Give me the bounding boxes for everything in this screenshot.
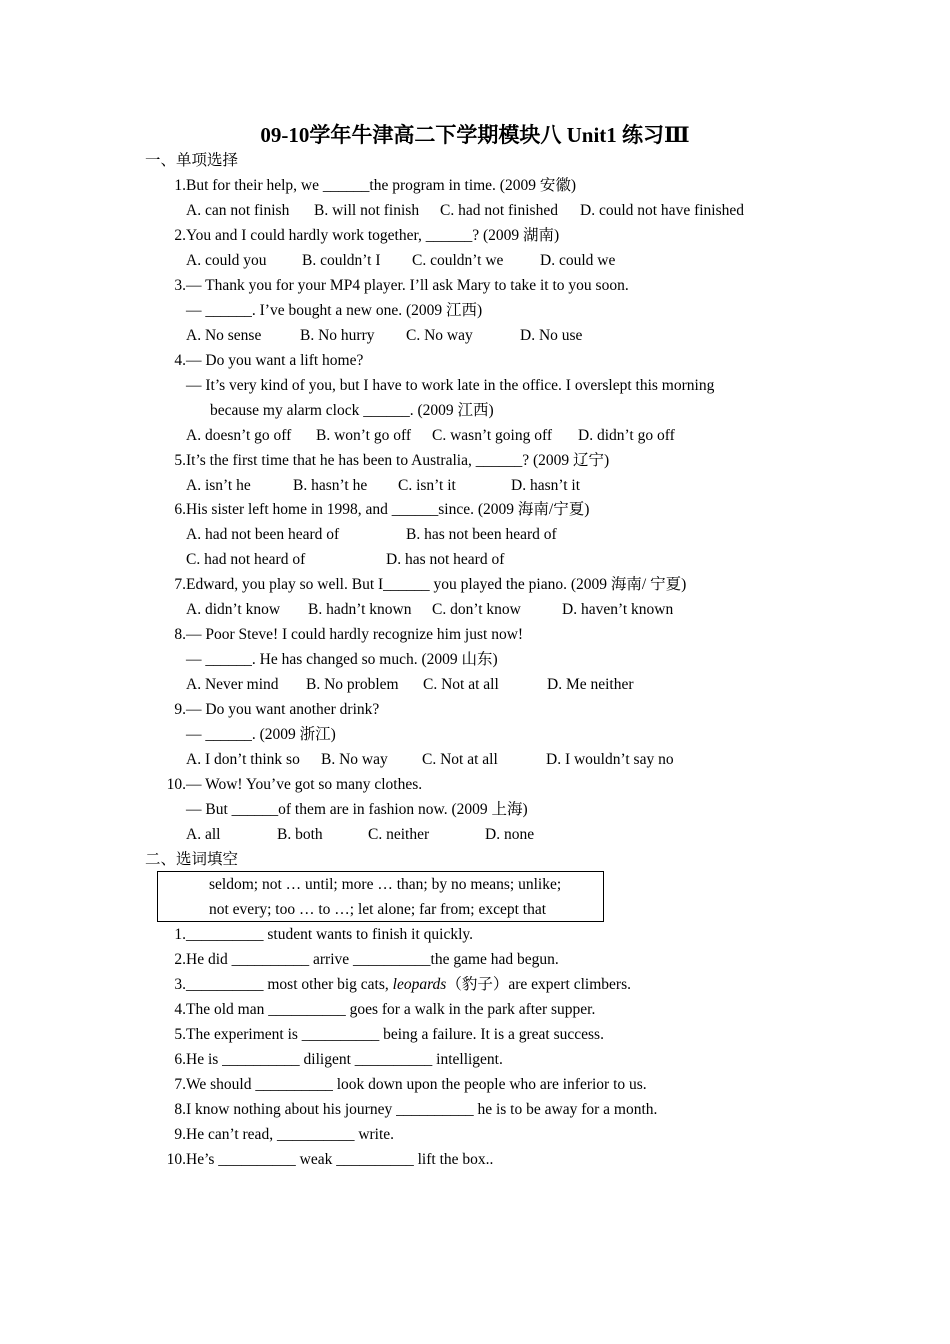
item-number: 6. [174, 1051, 186, 1068]
question-3 [160, 273, 629, 298]
option-b: B. won’t go off [316, 427, 412, 444]
option-d: D. has not heard of [386, 551, 505, 568]
question-line: because my alarm clock ______. (2009 江西) [210, 402, 494, 419]
fill-item-9 [160, 1122, 394, 1147]
option-a: A. isn’t he [186, 477, 251, 494]
option-c: C. isn’t it [398, 477, 456, 494]
question-text: His sister left home in 1998, and ______since. (2009 海南/宁夏) [186, 501, 590, 518]
item-text: __________ student wants to finish it quickly. [186, 926, 474, 943]
fill-item-5 [160, 1022, 604, 1047]
question-text: — Thank you for your MP4 player. I’ll ask Mary to take it to you soon. [186, 277, 629, 294]
question-number: 9. [174, 701, 186, 718]
item-number: 3. [174, 976, 186, 993]
fill-item-7 [160, 1072, 647, 1097]
item-number: 10. [166, 1151, 186, 1168]
item-text: He is __________ diligent __________ intelligent. [186, 1051, 503, 1068]
option-a: A. could you [186, 252, 267, 269]
option-d: D. could not have finished [580, 202, 745, 219]
item-number: 1. [174, 926, 186, 943]
option-b: B. both [277, 826, 323, 843]
option-d: D. haven’t known [562, 601, 674, 618]
question-text: — Poor Steve! I could hardly recognize him just now! [186, 626, 524, 643]
option-a: A. all [186, 826, 221, 843]
section-heading-multiple-choice: 一、单项选择 [145, 152, 239, 169]
option-b: B. No hurry [300, 327, 375, 344]
question-line: — It’s very kind of you, but I have to work late in the office. I overslept this morning [186, 377, 715, 394]
item-text: The old man __________ goes for a walk in the park after supper. [186, 1001, 596, 1018]
word-bank-line: seldom; not … until; more … than; by no means; unlike; [209, 876, 562, 893]
question-text: It’s the first time that he has been to Australia, ______? (2009 辽宁) [186, 452, 610, 469]
item-number: 5. [174, 1026, 186, 1043]
question-number: 3. [174, 277, 186, 294]
option-b: B. hadn’t known [308, 601, 412, 618]
question-5 [160, 448, 609, 473]
item-text: I know nothing about his journey __________ he is to be away for a month. [186, 1101, 658, 1118]
item-number: 2. [174, 951, 186, 968]
option-b: B. No problem [306, 676, 399, 693]
question-number: 4. [174, 352, 186, 369]
question-line: — ______. He has changed so much. (2009 山东) [186, 651, 498, 668]
page-title: 09-10学年牛津高二下学期模块八 Unit1 练习Ⅲ [260, 123, 690, 147]
section-heading-word-fill: 二、选词填空 [145, 851, 239, 868]
item-text: He can’t read, __________ write. [186, 1126, 395, 1143]
option-a: A. didn’t know [186, 601, 281, 618]
question-text: You and I could hardly work together, ______? (2009 湖南) [186, 227, 560, 244]
item-text-post: （豹子）are expert climbers. [446, 976, 631, 993]
option-a: A. doesn’t go off [186, 427, 292, 444]
item-number: 7. [174, 1076, 186, 1093]
question-number: 7. [174, 576, 186, 593]
option-d: D. hasn’t it [511, 477, 581, 494]
option-d: D. didn’t go off [578, 427, 675, 444]
option-d: D. I wouldn’t say no [546, 751, 674, 768]
question-6 [160, 497, 589, 522]
option-a: A. had not been heard of [186, 526, 340, 543]
item-text: We should __________ look down upon the people who are inferior to us. [186, 1076, 647, 1093]
option-c: C. Not at all [423, 676, 499, 693]
option-d: D. Me neither [547, 676, 634, 693]
question-text: Edward, you play so well. But I______ you played the piano. (2009 海南/ 宁夏) [186, 576, 687, 593]
option-a: A. I don’t think so [186, 751, 300, 768]
option-b: B. hasn’t he [293, 477, 368, 494]
fill-item-10 [160, 1147, 493, 1172]
option-a: A. Never mind [186, 676, 279, 693]
fill-item-8 [160, 1097, 657, 1122]
option-b: B. couldn’t I [302, 252, 381, 269]
item-number: 9. [174, 1126, 186, 1143]
option-c: C. neither [368, 826, 430, 843]
question-number: 8. [174, 626, 186, 643]
item-text: The experiment is __________ being a failure. It is a great success. [186, 1026, 604, 1043]
question-number: 10. [166, 776, 186, 793]
question-2 [160, 223, 559, 248]
item-text-pre: __________ most other big cats, [186, 976, 393, 993]
option-c: C. Not at all [422, 751, 498, 768]
option-d: D. none [485, 826, 535, 843]
question-number: 6. [174, 501, 186, 518]
question-10 [160, 772, 422, 797]
item-number: 8. [174, 1101, 186, 1118]
option-c: C. couldn’t we [412, 252, 504, 269]
question-number: 2. [174, 227, 186, 244]
option-c: C. had not finished [440, 202, 558, 219]
option-d: D. No use [520, 327, 583, 344]
question-line: — But ______of them are in fashion now. (2009 上海) [186, 801, 528, 818]
option-b: B. No way [321, 751, 388, 768]
question-number: 5. [174, 452, 186, 469]
question-4 [160, 348, 363, 373]
option-a: A. can not finish [186, 202, 290, 219]
item-text-italic: leopards [392, 976, 447, 993]
option-d: D. could we [540, 252, 616, 269]
option-a: A. No sense [186, 327, 262, 344]
question-text: But for their help, we ______the program in time. (2009 安徽) [186, 177, 577, 194]
option-b: B. will not finish [314, 202, 420, 219]
option-c: C. don’t know [432, 601, 521, 618]
item-text: He’s __________ weak __________ lift the box.. [186, 1151, 494, 1168]
fill-item-4 [160, 997, 595, 1022]
word-bank-box [157, 871, 604, 922]
fill-item-6 [160, 1047, 503, 1072]
question-text: — Do you want a lift home? [186, 352, 364, 369]
question-line: — ______. (2009 浙江) [186, 726, 336, 743]
fill-item-3 [160, 972, 631, 997]
item-number: 4. [174, 1001, 186, 1018]
word-bank-line: not every; too … to …; let alone; far from; except that [209, 901, 547, 918]
option-b: B. has not been heard of [406, 526, 557, 543]
fill-item-1 [160, 922, 473, 947]
question-text: — Wow! You’ve got so many clothes. [186, 776, 423, 793]
question-9 [160, 697, 379, 722]
question-text: — Do you want another drink? [186, 701, 380, 718]
item-text: He did __________ arrive __________the game had begun. [186, 951, 559, 968]
question-1 [160, 173, 576, 198]
question-line: — ______. I’ve bought a new one. (2009 江西) [186, 302, 483, 319]
option-c: C. No way [406, 327, 473, 344]
option-c: C. wasn’t going off [432, 427, 552, 444]
question-8 [160, 622, 523, 647]
fill-item-2 [160, 947, 559, 972]
question-7 [160, 572, 686, 597]
option-c: C. had not heard of [186, 551, 306, 568]
question-number: 1. [174, 177, 186, 194]
